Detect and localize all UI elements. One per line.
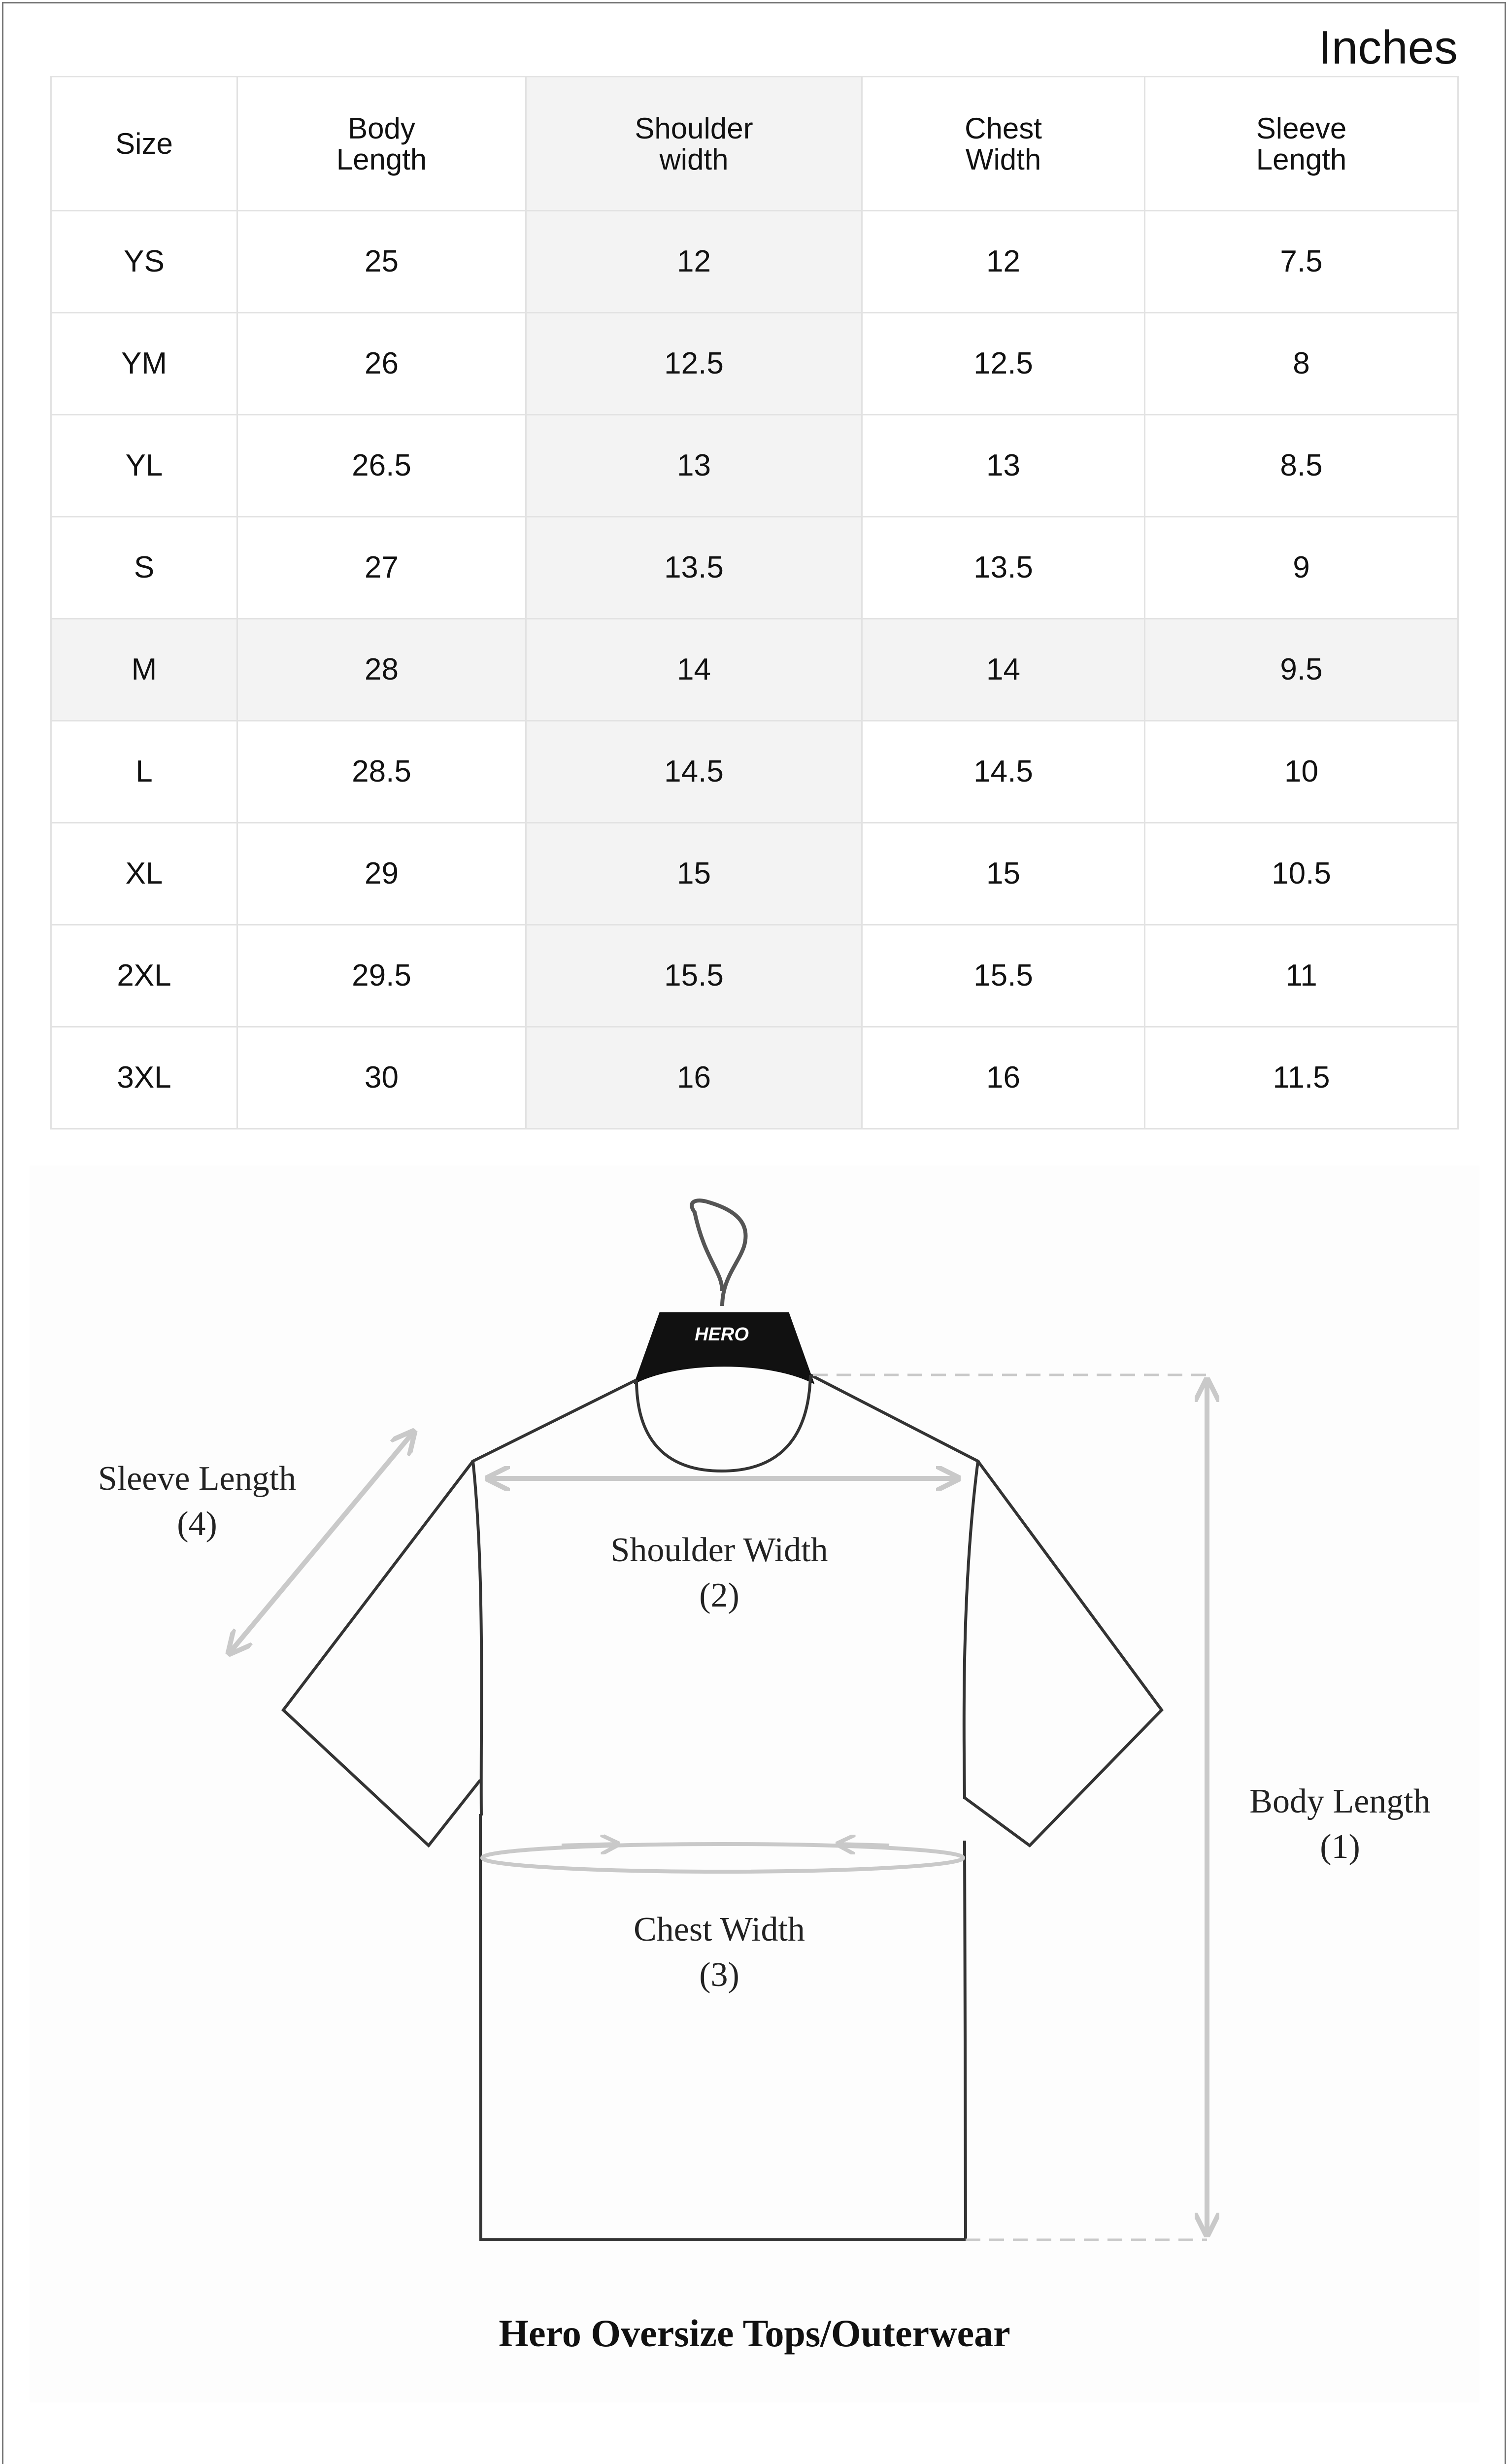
shoulder-width-label: Shoulder Width (2) <box>610 1531 828 1614</box>
cell-sleeve-length: 9.5 <box>1145 619 1458 721</box>
chest-width-label: Chest Width (3) <box>634 1911 805 1994</box>
tshirt-right-sleeve <box>965 1461 1162 1846</box>
cell-body-length: 26 <box>237 313 526 415</box>
cell-body-length: 30 <box>237 1027 526 1129</box>
cell-sleeve-length: 7.5 <box>1145 211 1458 313</box>
header-sleeve-length: Sleeve Length <box>1145 77 1458 211</box>
cell-size: YM <box>51 313 237 415</box>
cell-chest-width: 15 <box>862 823 1145 925</box>
cell-sleeve-length: 8 <box>1145 313 1458 415</box>
chest-width-ellipse <box>482 1844 963 1872</box>
cell-size: YS <box>51 211 237 313</box>
cell-chest-width: 15.5 <box>862 925 1145 1027</box>
hanger-icon <box>636 1313 813 1382</box>
body-length-label: Body Length (1) <box>1249 1782 1431 1866</box>
cell-size: 2XL <box>51 925 237 1027</box>
hanger-brand: HERO <box>695 1324 749 1345</box>
cell-shoulder-width: 15.5 <box>526 925 862 1027</box>
cell-shoulder-width: 12 <box>526 211 862 313</box>
cell-chest-width: 14 <box>862 619 1145 721</box>
cell-size: XL <box>51 823 237 925</box>
cell-shoulder-width: 13.5 <box>526 517 862 619</box>
cell-body-length: 26.5 <box>237 415 526 517</box>
header-chest-width: Chest Width <box>862 77 1145 211</box>
tshirt-neckline <box>637 1375 810 1471</box>
cell-body-length: 29 <box>237 823 526 925</box>
cell-sleeve-length: 8.5 <box>1145 415 1458 517</box>
cell-body-length: 28.5 <box>237 721 526 823</box>
cell-chest-width: 14.5 <box>862 721 1145 823</box>
cell-chest-width: 12.5 <box>862 313 1145 415</box>
cell-sleeve-length: 11 <box>1145 925 1458 1027</box>
cell-shoulder-width: 13 <box>526 415 862 517</box>
cell-shoulder-width: 14 <box>526 619 862 721</box>
cell-body-length: 27 <box>237 517 526 619</box>
cell-chest-width: 12 <box>862 211 1145 313</box>
cell-shoulder-width: 15 <box>526 823 862 925</box>
cell-chest-width: 16 <box>862 1027 1145 1129</box>
chest-width-arrow-right <box>838 1844 889 1846</box>
unit-label: Inches <box>1318 21 1458 74</box>
cell-size: L <box>51 721 237 823</box>
cell-chest-width: 13.5 <box>862 517 1145 619</box>
cell-size: M <box>51 619 237 721</box>
cell-body-length: 29.5 <box>237 925 526 1027</box>
cell-chest-width: 13 <box>862 415 1145 517</box>
cell-sleeve-length: 10 <box>1145 721 1458 823</box>
cell-size: 3XL <box>51 1027 237 1129</box>
diagram-title: Hero Oversize Tops/Outerwear <box>499 2312 1010 2355</box>
cell-shoulder-width: 16 <box>526 1027 862 1129</box>
chest-width-arrow-left <box>562 1844 618 1846</box>
cell-size: S <box>51 517 237 619</box>
cell-sleeve-length: 9 <box>1145 517 1458 619</box>
cell-shoulder-width: 12.5 <box>526 313 862 415</box>
sleeve-length-label: Sleeve Length (4) <box>98 1460 297 1543</box>
header-body-length: Body Length <box>237 77 526 211</box>
cell-sleeve-length: 10.5 <box>1145 823 1458 925</box>
cell-sleeve-length: 11.5 <box>1145 1027 1458 1129</box>
cell-size: YL <box>51 415 237 517</box>
tshirt-outline <box>473 1375 978 2240</box>
hanger-hook-icon <box>692 1200 745 1306</box>
cell-body-length: 28 <box>237 619 526 721</box>
cell-shoulder-width: 14.5 <box>526 721 862 823</box>
header-shoulder-width: Shoulder width <box>526 77 862 211</box>
header-size: Size <box>51 77 237 211</box>
cell-body-length: 25 <box>237 211 526 313</box>
